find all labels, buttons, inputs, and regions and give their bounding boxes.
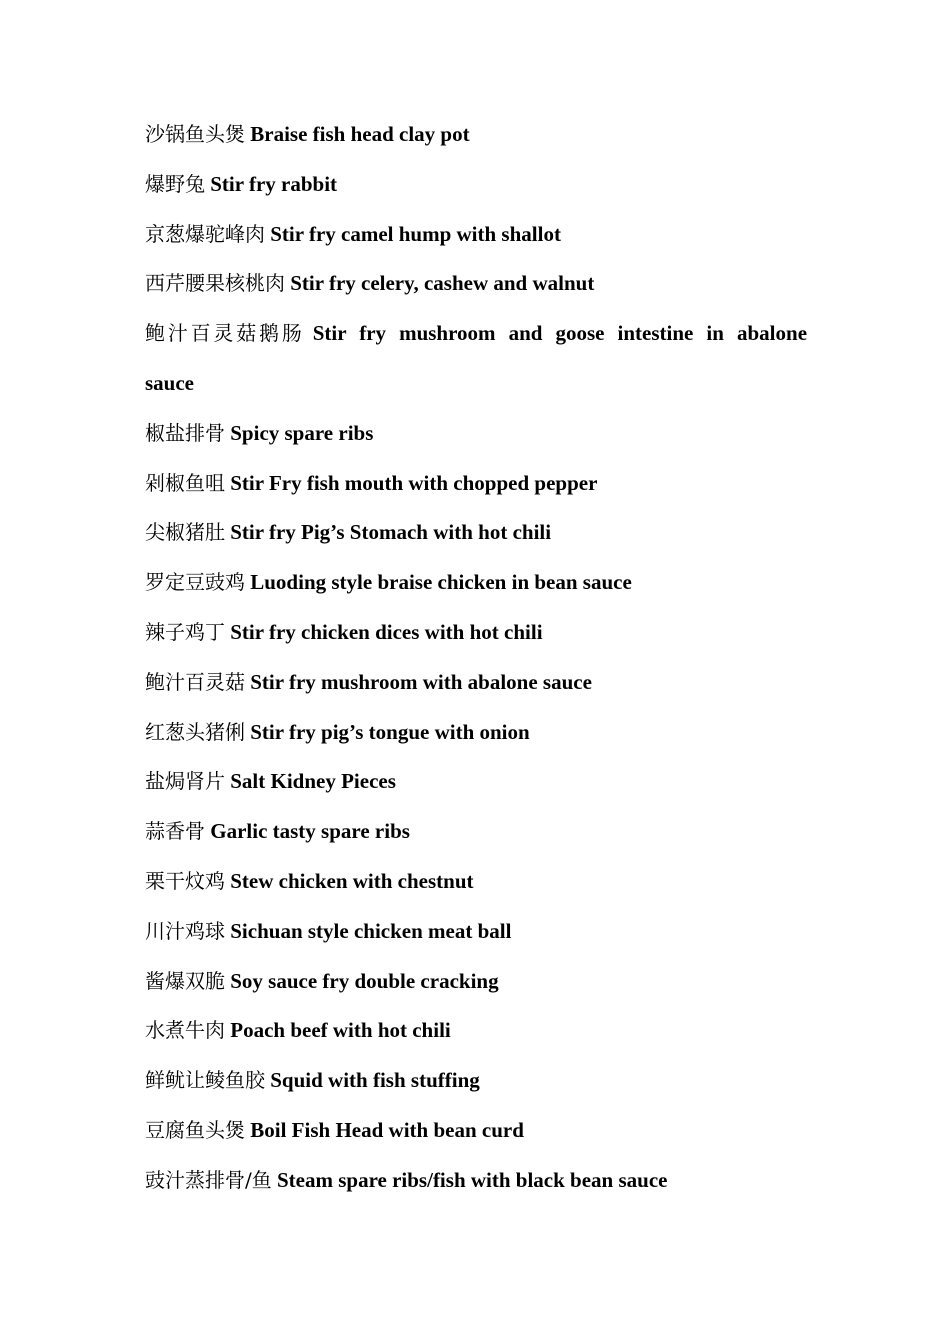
menu-item	[145, 907, 807, 957]
dish-name-english: Steam spare ribs/fish with black bean sauce	[277, 1167, 668, 1192]
dish-name-chinese: 红葱头猪俐	[145, 719, 245, 744]
dish-name-english: Poach beef with hot chili	[230, 1018, 451, 1043]
menu-item	[145, 1056, 807, 1106]
dish-name-english: Squid with fish stuffing	[270, 1068, 480, 1093]
dish-name-english: Stir fry pig’s tongue with onion	[250, 719, 530, 744]
dish-name-chinese: 剁椒鱼咀	[145, 470, 225, 495]
menu-item	[145, 757, 807, 807]
dish-name-chinese: 爆野兔	[145, 171, 205, 196]
menu-item	[145, 857, 807, 907]
dish-name-english: Boil Fish Head with bean curd	[250, 1117, 524, 1142]
dish-name-chinese: 栗干炆鸡	[145, 868, 225, 893]
dish-name-english: Stir fry Pig’s Stomach with hot chili	[230, 520, 552, 545]
dish-name-chinese: 酱爆双脆	[145, 968, 225, 993]
menu-list	[145, 110, 807, 1206]
menu-item	[145, 110, 807, 160]
menu-item	[145, 508, 807, 558]
menu-item	[145, 259, 807, 309]
dish-name-chinese: 椒盐排骨	[145, 420, 225, 445]
dish-name-chinese: 蒜香骨	[145, 819, 205, 844]
menu-item	[145, 409, 807, 459]
dish-name-english: Soy sauce fry double cracking	[230, 968, 499, 993]
dish-name-english: Stir fry chicken dices with hot chili	[230, 619, 543, 644]
menu-item	[145, 708, 807, 758]
dish-name-english: Garlic tasty spare ribs	[210, 819, 410, 844]
dish-name-chinese: 水煮牛肉	[145, 1018, 225, 1043]
dish-name-english: Stew chicken with chestnut	[230, 868, 474, 893]
dish-name-chinese: 沙锅鱼头煲	[145, 122, 245, 146]
dish-name-english: Stir Fry fish mouth with chopped pepper	[230, 470, 598, 495]
menu-item	[145, 160, 807, 210]
dish-name-chinese: 川汁鸡球	[145, 918, 225, 943]
menu-item	[145, 558, 807, 608]
dish-name-english: Stir fry mushroom and goose intestine in abalone sauce	[145, 321, 808, 395]
dish-name-english: Stir fry celery, cashew and walnut	[290, 271, 595, 296]
menu-item	[145, 807, 807, 857]
dish-name-chinese: 罗定豆豉鸡	[145, 570, 245, 595]
menu-item	[145, 309, 807, 409]
dish-name-english: Stir fry camel hump with shallot	[270, 221, 561, 246]
dish-name-chinese: 鲍汁百灵菇鹅肠	[145, 321, 305, 346]
menu-item	[145, 459, 807, 509]
dish-name-chinese: 盐焗肾片	[145, 769, 225, 794]
menu-item	[145, 1106, 807, 1156]
menu-item	[145, 1156, 807, 1206]
dish-name-english: Braise fish head clay pot	[250, 122, 470, 146]
menu-item	[145, 658, 807, 708]
dish-name-chinese: 豆腐鱼头煲	[145, 1117, 245, 1142]
menu-item	[145, 210, 807, 260]
dish-name-english: Salt Kidney Pieces	[230, 769, 396, 794]
dish-name-chinese: 豉汁蒸排骨/鱼	[145, 1167, 272, 1192]
dish-name-chinese: 鲍汁百灵菇	[145, 669, 245, 694]
dish-name-chinese: 尖椒猪肚	[145, 520, 225, 545]
dish-name-chinese: 京葱爆驼峰肉	[145, 221, 265, 246]
menu-item	[145, 608, 807, 658]
dish-name-chinese: 西芹腰果核桃肉	[145, 271, 285, 296]
dish-name-english: Sichuan style chicken meat ball	[230, 918, 512, 943]
dish-name-english: Luoding style braise chicken in bean sauce	[250, 570, 632, 595]
dish-name-english: Stir fry mushroom with abalone sauce	[250, 669, 592, 694]
dish-name-english: Stir fry rabbit	[210, 171, 338, 196]
dish-name-chinese: 鲜鱿让鲮鱼胶	[145, 1068, 265, 1093]
menu-item	[145, 1006, 807, 1056]
dish-name-chinese: 辣子鸡丁	[145, 619, 225, 644]
menu-item	[145, 957, 807, 1007]
dish-name-english: Spicy spare ribs	[230, 420, 374, 445]
